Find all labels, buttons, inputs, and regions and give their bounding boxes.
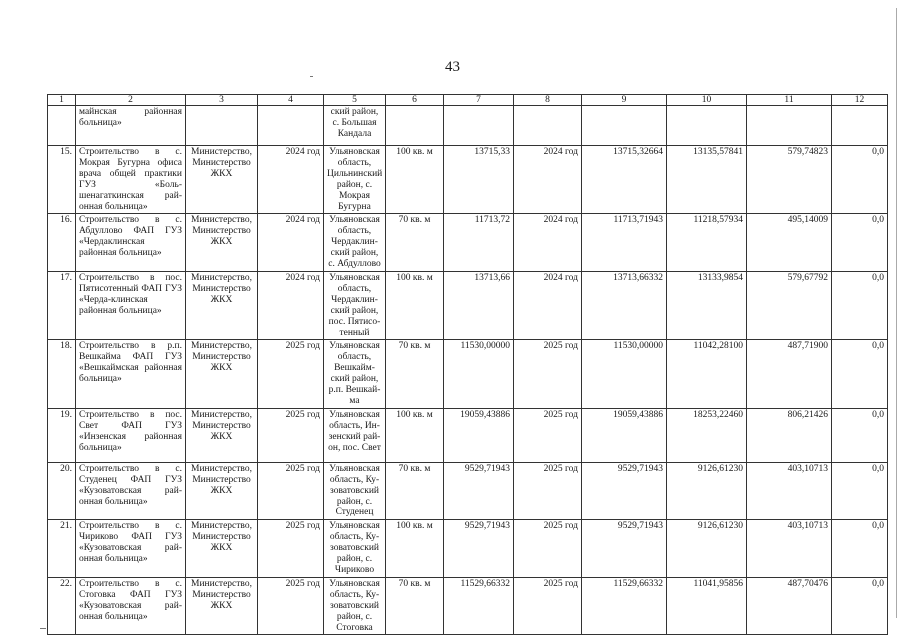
- table-cell-col-12: 0,0: [832, 577, 888, 635]
- construction-table: [47, 94, 888, 635]
- table-cell-col-5: Ульяновская область, Ин-зенский рай-он, пос. Свет: [324, 408, 386, 462]
- table-row: [48, 577, 888, 635]
- table-cell-col-8: 2025 год: [514, 462, 582, 520]
- header-cell: 5: [324, 95, 386, 106]
- table-cell-col-10: 11041,95856: [667, 577, 747, 635]
- table-cell-col-5: Ульяновская область, Ку-зоватовский район, с. Стоговка: [324, 577, 386, 635]
- table-cell-col-1: 16.: [48, 214, 76, 272]
- table-cell-col-4: 2025 год: [258, 462, 324, 520]
- table-cell-col-1: [48, 106, 76, 146]
- table-cell-col-8: 2024 год: [514, 146, 582, 214]
- table-cell-col-5: Ульяновская область, Вешкайм-ский район, р.п. Вешкай-ма: [324, 340, 386, 408]
- table-cell-col-11: 495,14009: [747, 214, 832, 272]
- table-cell-col-6: 100 кв. м: [386, 271, 444, 339]
- table-cell-col-4: [258, 106, 324, 146]
- table-row: [48, 462, 888, 520]
- table-cell-col-3: Министерство, Министерство ЖКХ: [186, 214, 258, 272]
- table-cell-col-11: [747, 106, 832, 146]
- table-cell-col-4: 2025 год: [258, 577, 324, 635]
- table-cell-col-3: Министерство, Министерство ЖКХ: [186, 271, 258, 339]
- table-cell-col-6: 70 кв. м: [386, 577, 444, 635]
- table-cell-col-11: 579,67792: [747, 271, 832, 339]
- header-cell: 12: [832, 95, 888, 106]
- table-cell-col-5: Ульяновская область, Чердаклин-ский район, с. Абдуллово: [324, 214, 386, 272]
- table-cell-col-10: 11218,57934: [667, 214, 747, 272]
- table-cell-col-2: Строительство в с. Стоговка ФАП ГУЗ «Кузоватовская рай-онная больница»: [76, 577, 186, 635]
- table-cell-col-10: 11042,28100: [667, 340, 747, 408]
- table-cell-col-8: 2025 год: [514, 408, 582, 462]
- header-cell: 9: [582, 95, 667, 106]
- table-cell-col-9: 11713,71943: [582, 214, 667, 272]
- scan-mark: [310, 76, 313, 77]
- table-cell-col-12: 0,0: [832, 340, 888, 408]
- table-cell-col-3: Министерство, Министерство ЖКХ: [186, 520, 258, 578]
- table-cell-col-1: 18.: [48, 340, 76, 408]
- header-cell: 10: [667, 95, 747, 106]
- table-cell-col-4: 2024 год: [258, 214, 324, 272]
- table-cell-col-9: 11529,66332: [582, 577, 667, 635]
- table-row: [48, 214, 888, 272]
- table-cell-col-5: ский район, с. Большая Кандала: [324, 106, 386, 146]
- table-cell-col-10: [667, 106, 747, 146]
- table-cell-col-7: 9529,71943: [444, 520, 514, 578]
- table-cell-col-12: 0,0: [832, 214, 888, 272]
- table-cell-col-12: 0,0: [832, 146, 888, 214]
- table-cell-col-12: 0,0: [832, 271, 888, 339]
- table-cell-col-7: 13715,33: [444, 146, 514, 214]
- table-cell-col-4: 2025 год: [258, 408, 324, 462]
- table-cell-col-7: 11529,66332: [444, 577, 514, 635]
- scan-mark: [896, 8, 897, 618]
- table-cell-col-2: Строительство в с. Студенец ФАП ГУЗ «Кузоватовская рай-онная больница»: [76, 462, 186, 520]
- page-number: 43: [445, 59, 460, 75]
- header-cell: 8: [514, 95, 582, 106]
- table-cell-col-2: Строительство в с. Мокрая Бугурна офиса врача общей практики ГУЗ «Боль-шенагаткинская рай-онная больница»: [76, 146, 186, 214]
- table-row: [48, 520, 888, 578]
- table-cell-col-3: Министерство, Министерство ЖКХ: [186, 408, 258, 462]
- table-cell-col-9: 19059,43886: [582, 408, 667, 462]
- table-cell-col-4: 2025 год: [258, 340, 324, 408]
- table-cell-col-7: 19059,43886: [444, 408, 514, 462]
- table-cell-col-10: 18253,22460: [667, 408, 747, 462]
- table-cell-col-9: 9529,71943: [582, 462, 667, 520]
- table-cell-col-4: 2024 год: [258, 146, 324, 214]
- table-cell-col-7: 13713,66: [444, 271, 514, 339]
- table-cell-col-7: [444, 106, 514, 146]
- table-cell-col-11: 487,71900: [747, 340, 832, 408]
- table-cell-col-6: 70 кв. м: [386, 214, 444, 272]
- table-cell-col-7: 11713,72: [444, 214, 514, 272]
- table-cell-col-12: 0,0: [832, 462, 888, 520]
- table-cell-col-8: 2024 год: [514, 214, 582, 272]
- header-cell: 2: [76, 95, 186, 106]
- table-cell-col-6: 100 кв. м: [386, 408, 444, 462]
- header-cell: 11: [747, 95, 832, 106]
- table-cell-col-1: 17.: [48, 271, 76, 339]
- table-cell-col-1: 21.: [48, 520, 76, 578]
- table-cell-col-8: 2025 год: [514, 340, 582, 408]
- table-cell-col-4: 2024 год: [258, 271, 324, 339]
- table-cell-col-3: Министерство, Министерство ЖКХ: [186, 146, 258, 214]
- table-cell-col-7: 11530,00000: [444, 340, 514, 408]
- header-cell: 3: [186, 95, 258, 106]
- table-cell-col-12: 0,0: [832, 520, 888, 578]
- header-cell: 7: [444, 95, 514, 106]
- table-cell-col-5: Ульяновская область, Ку-зоватовский район, с. Студенец: [324, 462, 386, 520]
- table-cell-col-3: Министерство, Министерство ЖКХ: [186, 340, 258, 408]
- table-cell-col-6: 70 кв. м: [386, 462, 444, 520]
- table-cell-col-6: 70 кв. м: [386, 340, 444, 408]
- header-row: [48, 95, 888, 106]
- table-cell-col-1: 19.: [48, 408, 76, 462]
- table-cell-col-11: 403,10713: [747, 462, 832, 520]
- header-cell: 4: [258, 95, 324, 106]
- table-cell-col-11: 579,74823: [747, 146, 832, 214]
- table-cell-col-10: 13133,9854: [667, 271, 747, 339]
- table-cell-col-9: 13715,32664: [582, 146, 667, 214]
- table-cell-col-8: 2025 год: [514, 577, 582, 635]
- table-body: [48, 106, 888, 635]
- table-cell-col-6: 100 кв. м: [386, 520, 444, 578]
- table-cell-col-2: Строительство в с. Абдуллово ФАП ГУЗ «Чердаклинская районная больница»: [76, 214, 186, 272]
- table-row: [48, 271, 888, 339]
- table-cell-col-12: 0,0: [832, 408, 888, 462]
- table-cell-col-9: 9529,71943: [582, 520, 667, 578]
- table-cell-col-8: [514, 106, 582, 146]
- table-cell-col-9: 11530,00000: [582, 340, 667, 408]
- table-cell-col-5: Ульяновская область, Цильнинский район, с. Мокрая Бугурна: [324, 146, 386, 214]
- table-cell-col-1: 22.: [48, 577, 76, 635]
- table-cell-col-8: 2024 год: [514, 271, 582, 339]
- table-cell-col-11: 806,21426: [747, 408, 832, 462]
- table-cell-col-3: Министерство, Министерство ЖКХ: [186, 577, 258, 635]
- scan-mark: [40, 628, 46, 629]
- table-cell-col-9: 13713,66332: [582, 271, 667, 339]
- header-cell: 6: [386, 95, 444, 106]
- table-cell-col-5: Ульяновская область, Ку-зоватовский район, с. Чириково: [324, 520, 386, 578]
- table-cell-col-3: Министерство, Министерство ЖКХ: [186, 462, 258, 520]
- table-cell-col-2: майнская районная больница»: [76, 106, 186, 146]
- table-cell-col-10: 13135,57841: [667, 146, 747, 214]
- table-cell-col-1: 20.: [48, 462, 76, 520]
- table-cell-col-3: [186, 106, 258, 146]
- table-cell-col-6: 100 кв. м: [386, 146, 444, 214]
- table-cell-col-11: 403,10713: [747, 520, 832, 578]
- table-cell-col-11: 487,70476: [747, 577, 832, 635]
- table-cell-col-2: Строительство в р.п. Вешкайма ФАП ГУЗ «Вешкаймская районная больница»: [76, 340, 186, 408]
- table-row: [48, 106, 888, 146]
- table-row: [48, 408, 888, 462]
- table-cell-col-7: 9529,71943: [444, 462, 514, 520]
- table-row: [48, 340, 888, 408]
- table-cell-col-9: [582, 106, 667, 146]
- table-cell-col-10: 9126,61230: [667, 520, 747, 578]
- table-cell-col-2: Строительство в пос. Свет ФАП ГУЗ «Инзенская районная больница»: [76, 408, 186, 462]
- table-cell-col-2: Строительство в с. Чириково ФАП ГУЗ «Кузоватовская рай-онная больница»: [76, 520, 186, 578]
- table-cell-col-4: 2025 год: [258, 520, 324, 578]
- table-row: [48, 146, 888, 214]
- table-cell-col-5: Ульяновская область, Чердаклин-ский район, пос. Пятисо-тенный: [324, 271, 386, 339]
- header-cell: 1: [48, 95, 76, 106]
- table-cell-col-10: 9126,61230: [667, 462, 747, 520]
- table-cell-col-6: [386, 106, 444, 146]
- table-cell-col-12: [832, 106, 888, 146]
- table-cell-col-8: 2025 год: [514, 520, 582, 578]
- table-cell-col-2: Строительство в пос. Пятисотенный ФАП ГУЗ «Черда-клинская районная больница»: [76, 271, 186, 339]
- table-cell-col-1: 15.: [48, 146, 76, 214]
